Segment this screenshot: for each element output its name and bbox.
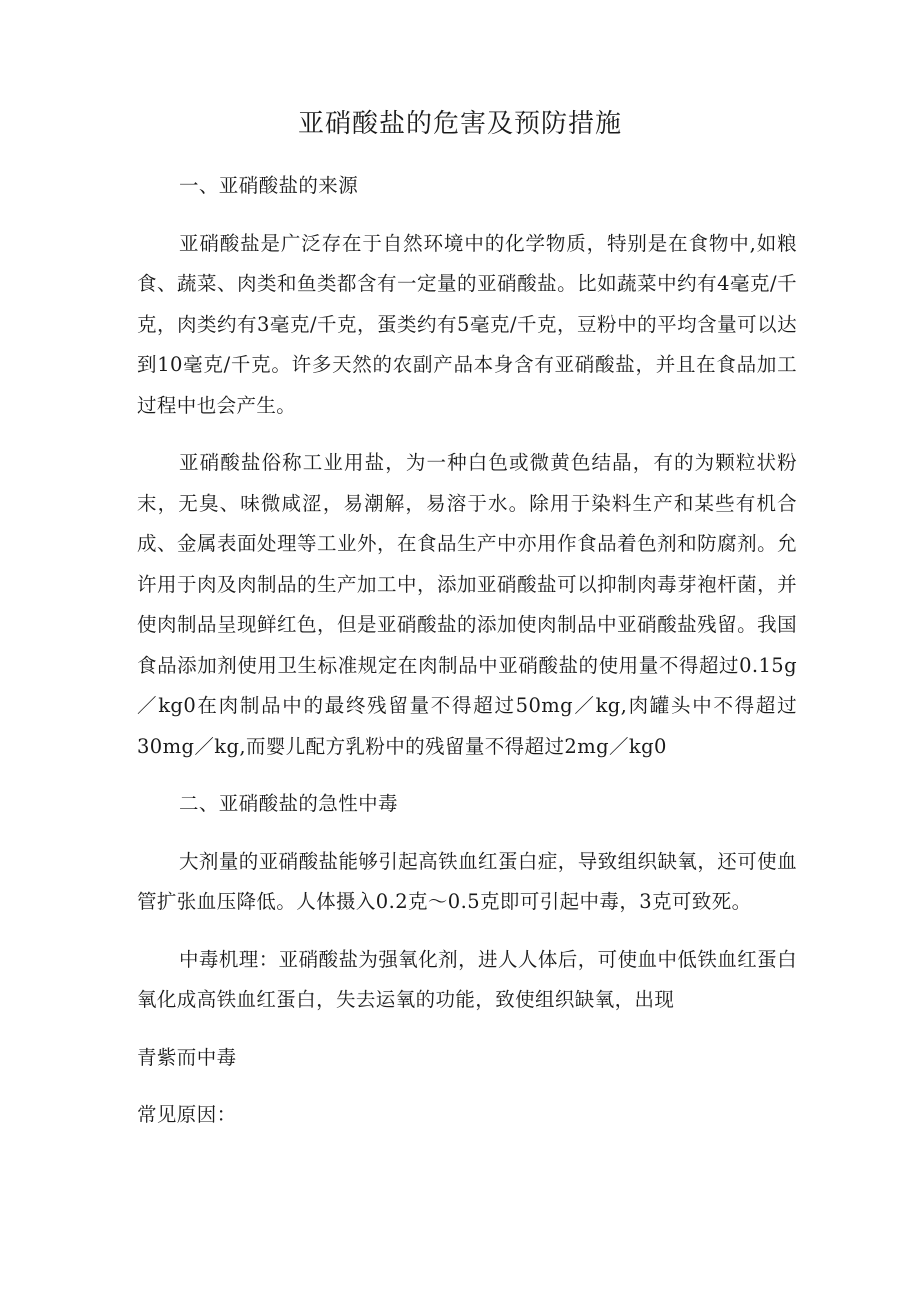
paragraph-properties-uses: 亚硝酸盐俗称工业用盐，为一种白色或微黄色结晶，有的为颗粒状粉末，无臭、味微咸涩，易潮解，易溶于水。除用于染料生产和某些有机合成、金属表面处理等工业外，在食品生产中亦用作食品着色剂和防腐剂。允许用于肉及肉制品的生产加工中，添加亚硝酸盐可以抑制肉毒芽袍杆菌，并使肉制品呈现鲜红色，但是亚硝酸盐的添加使肉制品中亚硝酸盐残留。我国食品添加剂使用卫生标准规定在肉制品中亚硝酸盐的使用量不得超过0.15g／kg0在肉制品中的最终残留量不得超过50mg／kg,肉罐头中不得超过30mg／kg,而婴儿配方乳粉中的残留量不得超过2mg／kg0 [137,451,797,758]
line-common-causes: 常见原因： [137,1103,237,1126]
paragraph-source-intro: 亚硝酸盐是广泛存在于自然环境中的化学物质，特别是在食物中,如粮食、蔬菜、肉类和鱼类都含有一定量的亚硝酸盐。比如蔬菜中约有4毫克/千克，肉类约有3毫克/千克，蛋类约有5毫克/千克，豆粉中的平均含量可以达到10毫克/千克。许多天然的农副产品本身含有亚硝酸盐，并且在食品加工过程中也会产生。 [137,231,797,417]
line-cyanosis: 青紫而中毒 [137,1045,237,1069]
section-heading-acute-poisoning: 二、亚硝酸盐的急性中毒 [179,792,398,815]
document-body [137,166,797,1136]
paragraph-mechanism: 中毒机理：亚硝酸盐为强氧化剂，进人人体后，可使血中低铁血红蛋白氧化成高铁血红蛋白，失去运氧的功能，致使组织缺氧，出现 [137,947,797,1011]
section-heading-source: 一、亚硝酸盐的来源 [179,174,359,197]
document-title: 亚硝酸盐的危害及预防措施 [297,109,622,139]
paragraph-dosage: 大剂量的亚硝酸盐能够引起高铁血红蛋白症，导致组织缺氧，还可使血管扩张血压降低。人体摄入0.2克～0.5克即可引起中毒，3克可致死。 [137,849,797,913]
